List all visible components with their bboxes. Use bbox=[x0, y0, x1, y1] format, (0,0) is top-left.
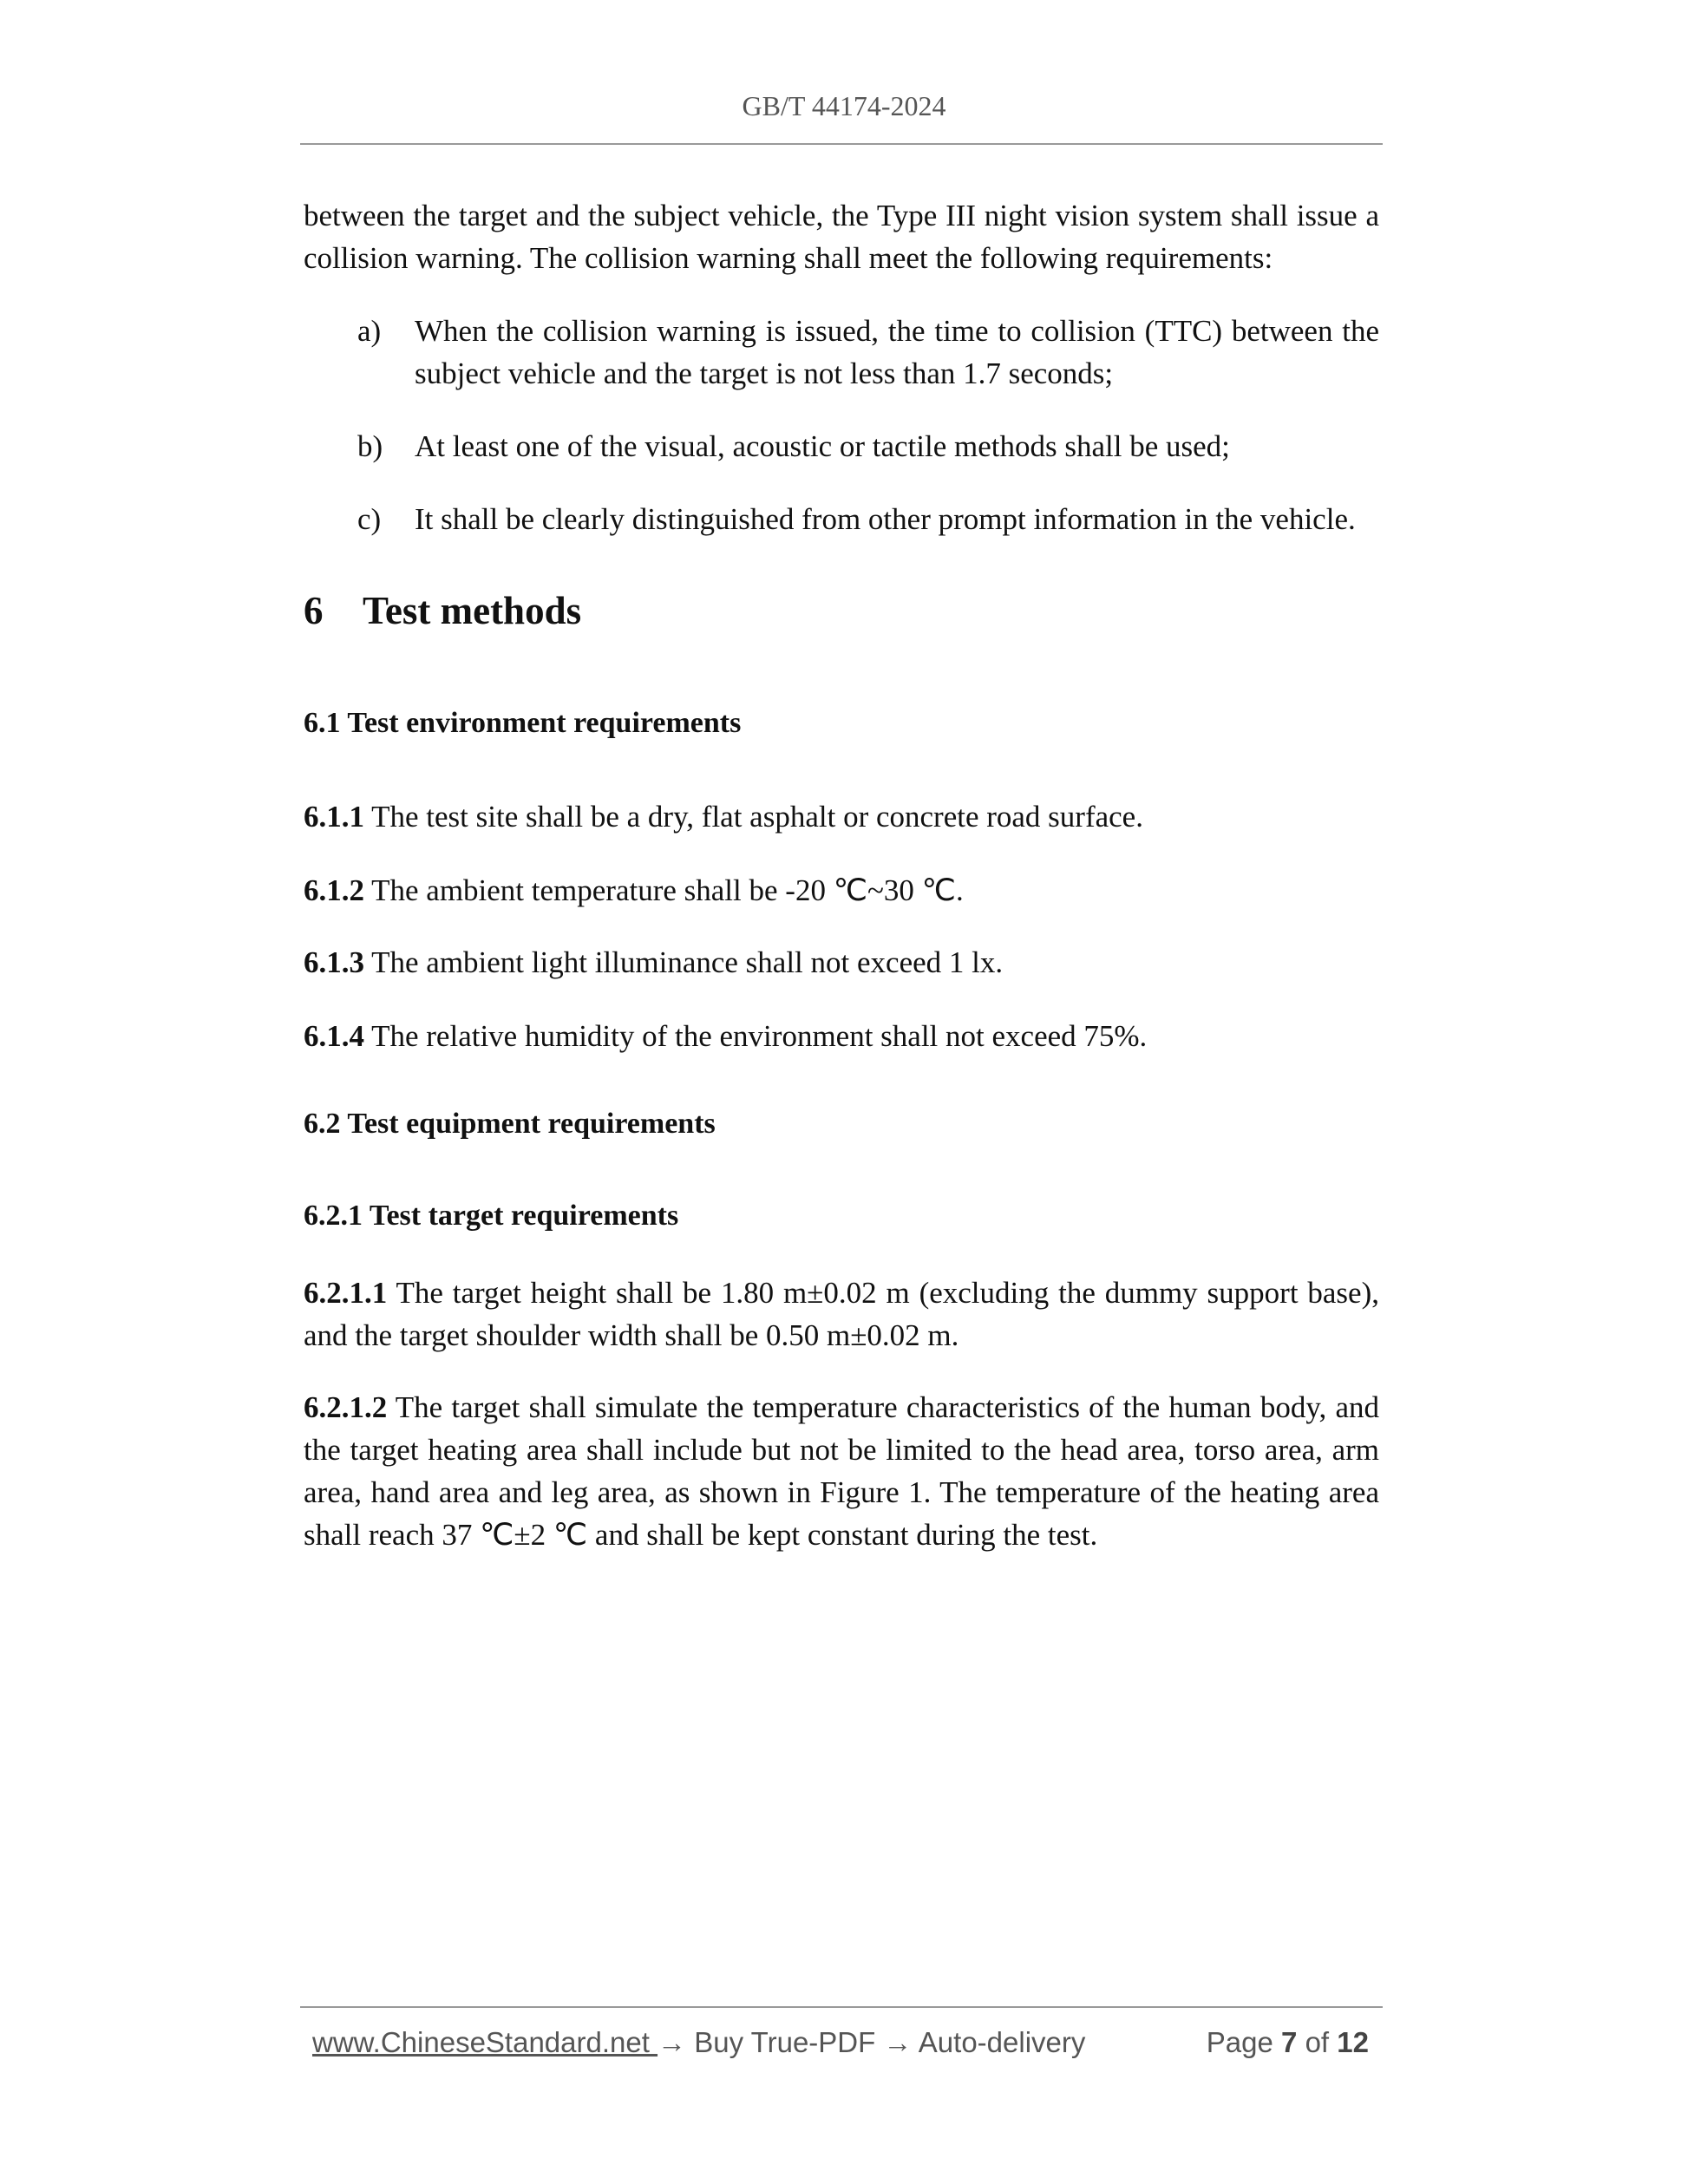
section-heading bbox=[304, 588, 581, 633]
subsubsection-heading: 6.2.1 Test target requirements bbox=[304, 1200, 679, 1232]
of-word: of bbox=[1305, 2026, 1330, 2058]
website-link[interactable]: www.ChineseStandard.net bbox=[312, 2026, 658, 2058]
list-text: It shall be clearly distinguished from other prompt information in the vehicle. bbox=[415, 502, 1356, 536]
section-number: 6 bbox=[304, 589, 324, 632]
clause bbox=[304, 941, 1379, 984]
clause-text: The ambient temperature shall be -20 ℃~30 ℃. bbox=[364, 873, 964, 907]
clause-text: The ambient light illuminance shall not exceed 1 lx. bbox=[364, 945, 1004, 979]
subsection-heading: 6.1 Test environment requirements bbox=[304, 707, 742, 739]
page-word: Page bbox=[1206, 2026, 1273, 2058]
total-pages: 12 bbox=[1337, 2026, 1369, 2058]
footer bbox=[312, 2026, 1369, 2059]
clause-text: The target height shall be 1.80 m±0.02 m (excluding the dummy support base), and the target shoulder width shall be 0.50 m±0.02 m. bbox=[304, 1276, 1379, 1352]
current-page: 7 bbox=[1281, 2026, 1298, 2058]
clause-number: 6.2.1.2 bbox=[304, 1390, 388, 1424]
list-label: c) bbox=[357, 502, 382, 536]
clause bbox=[304, 1272, 1379, 1357]
intro-paragraph: between the target and the subject vehicle, the Type III night vision system shall issue a collision warning. The collision warning shall meet the following requirements: bbox=[304, 199, 1379, 275]
header-divider bbox=[300, 143, 1383, 145]
clause bbox=[304, 795, 1379, 838]
clause bbox=[304, 1015, 1379, 1057]
document-id-header: GB/T 44174-2024 bbox=[742, 90, 946, 121]
clause-text: The test site shall be a dry, flat asphalt or concrete road surface. bbox=[364, 800, 1143, 834]
clause bbox=[304, 1386, 1379, 1556]
section-title: Test methods bbox=[363, 589, 582, 632]
clause-text: The relative humidity of the environment shall not exceed 75%. bbox=[364, 1019, 1148, 1053]
list-text: At least one of the visual, acoustic or tactile methods shall be used; bbox=[415, 429, 1230, 463]
list-item bbox=[357, 425, 1379, 468]
clause-number: 6.1.1 bbox=[304, 800, 364, 834]
clause-text: The target shall simulate the temperature characteristics of the human body, and the target heating area shall include but not be limited to the head area, torso area, arm area, hand area and leg area, as shown in Figure 1. The temperature of the heating area shall reach 37 ℃±2 ℃ and shall be kept constant during the test. bbox=[304, 1390, 1379, 1552]
list-text: When the collision warning is issued, the time to collision (TTC) between the subject vehicle and the target is not less than 1.7 seconds; bbox=[415, 314, 1379, 390]
clause-number: 6.2.1.1 bbox=[304, 1276, 388, 1310]
subsection-heading: 6.2 Test equipment requirements bbox=[304, 1108, 716, 1140]
list-label: a) bbox=[357, 314, 382, 348]
page-indicator bbox=[1207, 2026, 1369, 2059]
clause bbox=[304, 869, 1379, 912]
list-item bbox=[357, 310, 1379, 395]
clause-number: 6.1.3 bbox=[304, 945, 364, 979]
clause-number: 6.1.2 bbox=[304, 873, 364, 907]
list-item bbox=[357, 498, 1379, 540]
footer-tagline: → Buy True-PDF → Auto-delivery bbox=[658, 2026, 1086, 2058]
list-label: b) bbox=[357, 429, 383, 463]
clause-number: 6.1.4 bbox=[304, 1019, 364, 1053]
footer-divider bbox=[300, 2006, 1383, 2008]
